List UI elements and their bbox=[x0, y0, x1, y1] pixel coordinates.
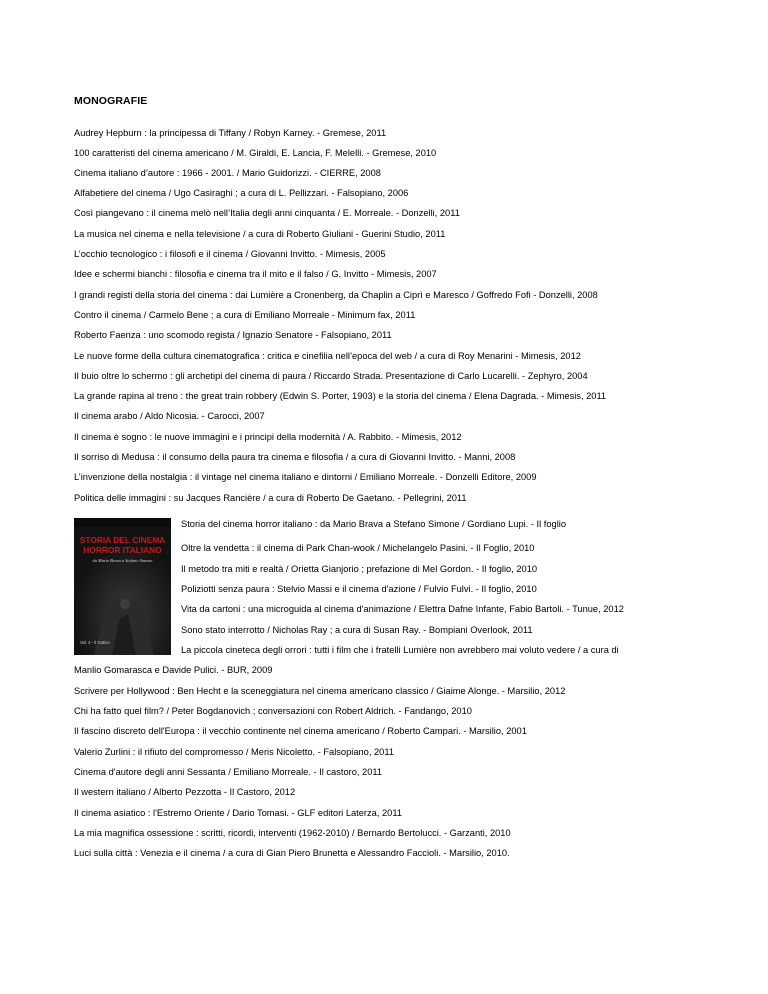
bibliography-entry: Il sorriso di Medusa : il consumo della paura tra cinema e filosofia / a cura di Giovanni Invitto. - Manni, 2008 bbox=[74, 452, 516, 462]
bibliography-entry: Sono stato interrotto / Nicholas Ray ; a cura di Susan Ray. - Bompiani Overlook, 2011 bbox=[181, 625, 533, 635]
bibliography-entry: La piccola cineteca degli orrori : tutti i film che i fratelli Lumière non avrebbero mai voluto vedere / a cura di bbox=[181, 645, 619, 655]
bibliography-entry: La grande rapina al treno : the great train robbery (Edwin S. Porter, 1903) e la storia del cinema / Elena Dagrada. - Mimesis, 2011 bbox=[74, 391, 607, 401]
bibliography-entry: Il metodo tra miti e realtà / Orietta Gianjorio ; prefazione di Mel Gordon. - Il foglio, 2010 bbox=[181, 564, 538, 574]
bibliography-entry: Luci sulla città : Venezia e il cinema / a cura di Gian Piero Brunetta e Alessandro Faccioli. - Marsilio, 2010. bbox=[74, 848, 510, 858]
bibliography-entry: Manlio Gomarasca e Davide Pulici. - BUR, 2009 bbox=[74, 665, 273, 675]
cover-subtitle: da Mario Brava a Stefano Simone bbox=[92, 558, 153, 563]
bibliography-entry: Scrivere per Hollywood : Ben Hecht e la sceneggiatura nel cinema americano classico / Giaime Alonge. - Marsilio, 2012 bbox=[74, 686, 566, 696]
bibliography-entry: I grandi registi della storia del cinema : dai Lumière a Cronenberg, da Chaplin a Ciprì e Maresco / Goffredo Fofi - Donzelli, 2008 bbox=[74, 290, 598, 300]
cover-title-line2: HORROR ITALIANO bbox=[83, 545, 162, 555]
cover-volume-label: Vol. 3 - Il Gotico bbox=[80, 640, 110, 645]
bibliography-entry: Cinema d'autore degli anni Sessanta / Emiliano Morreale. - Il castoro, 2011 bbox=[74, 767, 383, 777]
bibliography-entry: Contro il cinema / Carmelo Bene ; a cura di Emiliano Morreale - Minimum fax, 2011 bbox=[74, 310, 416, 320]
bibliography-entry: 100 caratteristi del cinema americano / M. Giraldi, E. Lancia, F. Melelli. - Gremese, 2010 bbox=[74, 148, 437, 158]
book-cover-image bbox=[74, 518, 171, 655]
section-heading: MONOGRAFIE bbox=[74, 95, 148, 107]
bibliography-entry: Il cinema arabo / Aldo Nicosia. - Carocci, 2007 bbox=[74, 411, 265, 421]
bibliography-entry: Il western italiano / Alberto Pezzotta - Il Castoro, 2012 bbox=[74, 787, 296, 797]
bibliography-entry: Chi ha fatto quel film? / Peter Bogdanovich ; conversazioni con Robert Aldrich. - Fandango, 2010 bbox=[74, 706, 472, 716]
bibliography-entry: L’invenzione della nostalgia : il vintage nel cinema italiano e dintorni / Emiliano Morreale. - Donzelli Editore, 2009 bbox=[74, 472, 537, 482]
bibliography-entry: Oltre la vendetta : il cinema di Park Chan-wook / Michelangelo Pasini. - Il Foglio, 2010 bbox=[181, 543, 535, 553]
bibliography-entry: Vita da cartoni : una microguida al cinema d'animazione / Elettra Dafne Infante, Fabio Bartoli. - Tunue, 2012 bbox=[181, 604, 624, 614]
bibliography-entry: Cinema italiano d’autore : 1966 - 2001. / Mario Guidorizzi. - CIERRE, 2008 bbox=[74, 168, 381, 178]
bibliography-entry: Il cinema è sogno : le nuove immagini e i principi della modernità / A. Rabbito. - Mimesis, 2012 bbox=[74, 432, 462, 442]
bibliography-entry: Il fascino discreto dell'Europa : il vecchio continente nel cinema americano / Roberto Campari. - Marsilio, 2001 bbox=[74, 726, 527, 736]
cover-title-line1: STORIA DEL CINEMA bbox=[79, 535, 166, 545]
bibliography-entry: Poliziotti senza paura : Stelvio Massi e il cinema d'azione / Fulvio Fulvi. - Il foglio, 2010 bbox=[181, 584, 537, 594]
bibliography-entry: Alfabetiere del cinema / Ugo Casiraghi ; a cura di L. Pellizzari. - Falsopiano, 2006 bbox=[74, 188, 409, 198]
bibliography-entry: Così piangevano : il cinema melò nell’Italia degli anni cinquanta / E. Morreale. - Donzelli, 2011 bbox=[74, 208, 460, 218]
bibliography-entry: Audrey Hepburn : la principessa di Tiffany / Robyn Karney. - Gremese, 2011 bbox=[74, 128, 387, 138]
bibliography-entry: L’occhio tecnologico : i filosofi e il cinema / Giovanni Invitto. - Mimesis, 2005 bbox=[74, 249, 386, 259]
bibliography-entry: Politica delle immagini : su Jacques Rancière / a cura di Roberto De Gaetano. - Pellegrini, 2011 bbox=[74, 493, 467, 503]
bibliography-entry: Idee e schermi bianchi : filosofia e cinema tra il mito e il falso / G. Invitto - Mimesis, 2007 bbox=[74, 269, 437, 279]
bibliography-entry: La musica nel cinema e nella televisione / a cura di Roberto Giuliani - Guerini Studio, 2011 bbox=[74, 229, 446, 239]
bibliography-entry: Valerio Zurlini : il rifiuto del compromesso / Meris Nicoletto. - Falsopiano, 2011 bbox=[74, 747, 395, 757]
bibliography-entry: Le nuove forme della cultura cinematografica : critica e cinefilia nell’epoca del web / a cura di Roy Menarini - Mimesis, 2012 bbox=[74, 351, 581, 361]
bibliography-entry: Storia del cinema horror italiano : da Mario Brava a Stefano Simone / Gordiano Lupi. - Il foglio bbox=[181, 519, 566, 529]
bibliography-entry: Il buio oltre lo schermo : gli archetipi del cinema di paura / Riccardo Strada. Presentazione di Carlo Lucarelli. - Zephyro, 2004 bbox=[74, 371, 588, 381]
bibliography-entry: Roberto Faenza : uno scomodo regista / Ignazio Senatore - Falsopiano, 2011 bbox=[74, 330, 392, 340]
bibliography-entry: Il cinema asiatico : l'Estremo Oriente / Dario Tomasi. - GLF editori Laterza, 2011 bbox=[74, 808, 402, 818]
bibliography-entry: La mia magnifica ossessione : scritti, ricordi, interventi (1962-2010) / Bernardo Bertolucci. - Garzanti, 2010 bbox=[74, 828, 511, 838]
